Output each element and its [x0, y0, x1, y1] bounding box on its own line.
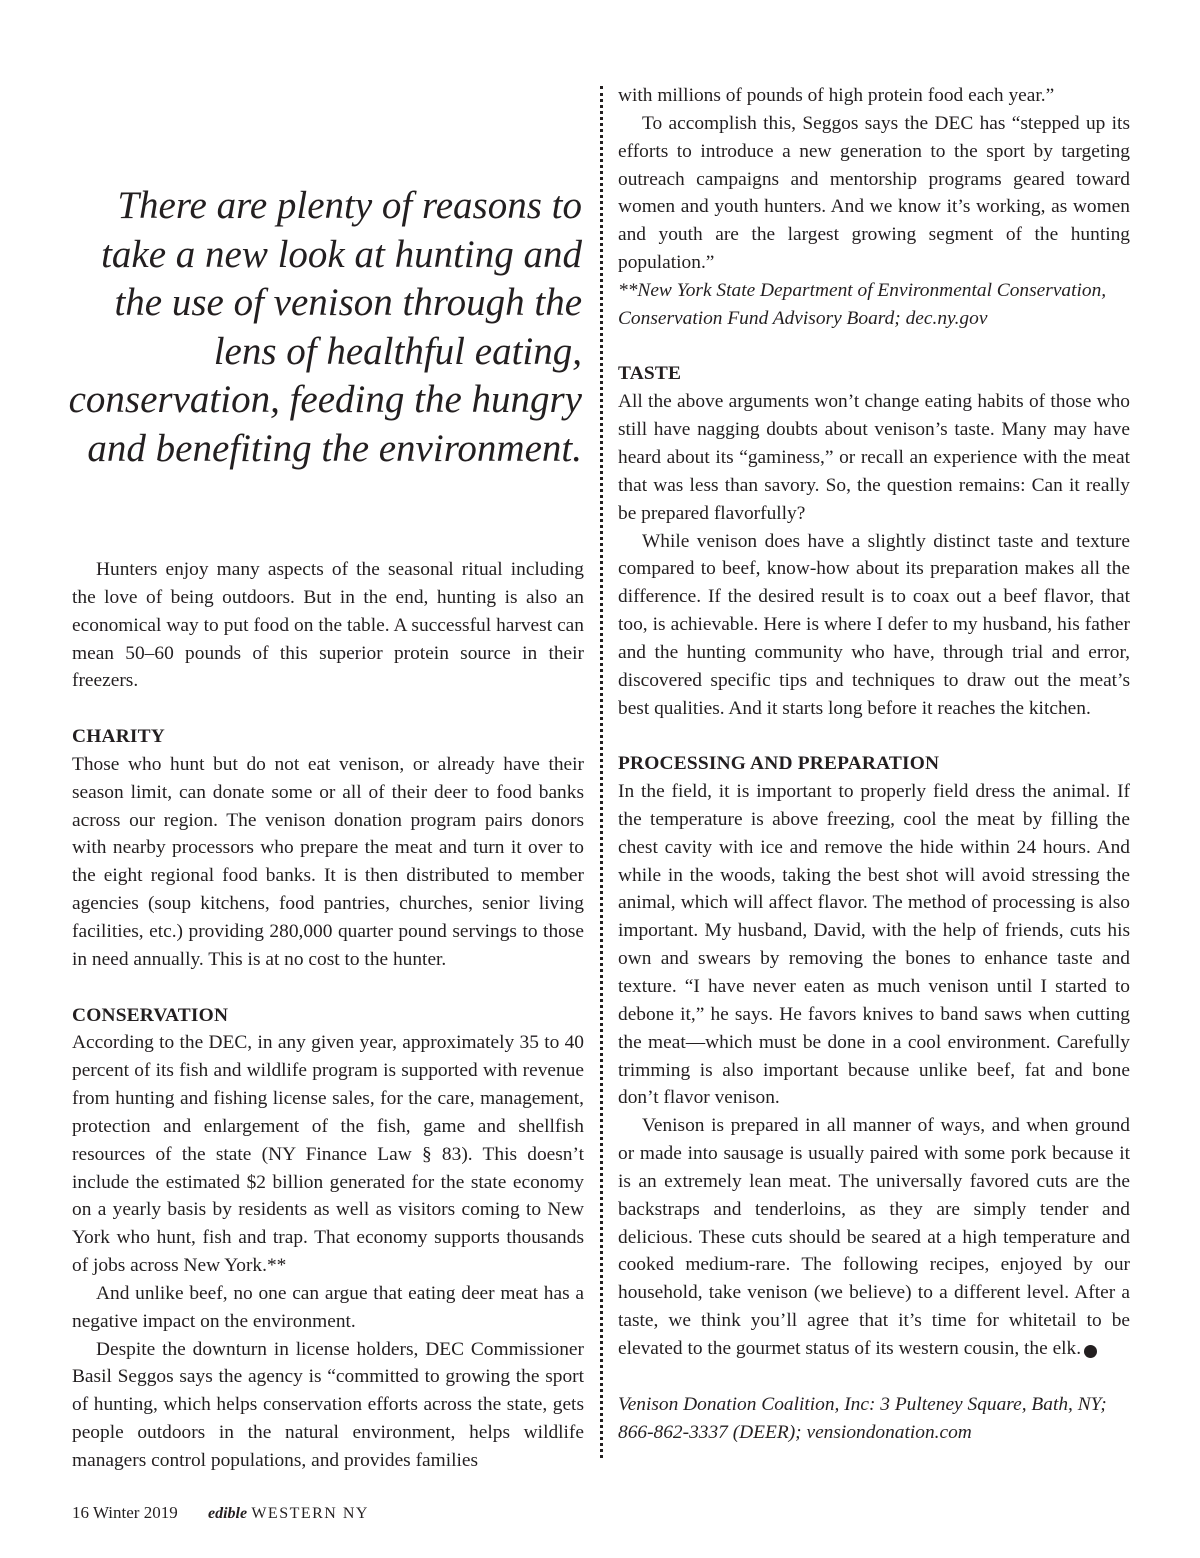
conservation-paragraph-2: And unlike beef, no one can argue that eating deer meat has a negative impact on the environment.	[72, 1282, 584, 1332]
page-footer	[72, 1503, 369, 1523]
conservation-paragraph-1: According to the DEC, in any given year, approximately 35 to 40 percent of its fish and wildlife program is supported with revenue from hunting and fishing license sales, for the care, management, protection and enlargement of the fish, game and shellfish resources of the state (NY Finance Law § 83). This doesn’t include the estimated $2 billion generated for the state economy on a yearly basis by residents as well as visitors coming to New York who hunt, fish and trap. That economy supports thousands of jobs across New York.**	[72, 1032, 584, 1277]
pull-quote: There are plenty of reasons to take a new look at hunting and the use of venison through the lens of healthful eating, conservation, feeding the hungry and benefiting the environment.	[68, 184, 582, 470]
conservation-heading: CONSERVATION	[72, 1004, 229, 1026]
intro-paragraph: Hunters enjoy many aspects of the seasonal ritual including the love of being outdoors. But in the end, hunting is also an economical way to put food on the table. A successful harvest can mean 50–60 pounds of this superior protein source in their freezers.	[72, 559, 584, 692]
accomplish-paragraph: To accomplish this, Seggos says the DEC has “stepped up its efforts to introduce a new generation to the sport by targeting outreach campaigns and mentorship programs geared toward women and youth hunters. And we know it’s working, as women and youth are the largest growing segment of the hunting population.”	[618, 112, 1130, 274]
folio: 16 Winter 2019	[72, 1503, 178, 1522]
processing-paragraph-2	[618, 1112, 1130, 1363]
processing-heading: PROCESSING AND PREPARATION	[618, 753, 940, 775]
charity-paragraph: Those who hunt but do not eat venison, or already have their season limit, can donate some or all of their deer to food banks across our region. The venison donation program pairs donors with nearby processors who prepare the meat and turn it over to the eight regional food banks. It is then distributed to member agencies (soup kitchens, food pantries, churches, senior living facilities, etc.) providing 280,000 quarter pound servings to those in need annually. This is at no cost to the hunter.	[72, 753, 584, 970]
brand-edible: edible	[207, 1505, 248, 1522]
charity-heading: CHARITY	[72, 726, 165, 748]
taste-heading: TASTE	[618, 363, 682, 385]
conservation-paragraph-3: Despite the downturn in license holders, DEC Commissioner Basil Seggos says the agency is “committed to growing the sport of hunting, which helps conservation efforts across the state, gets people outdoors in the natural environment, helps wildlife managers control populations, and provides families	[72, 1338, 584, 1471]
brand-name: WESTERN NY	[251, 1505, 369, 1522]
right-column	[618, 82, 1130, 1446]
left-column	[72, 556, 584, 1475]
processing-paragraph-2-text: Venison is prepared in all manner of ways, and when ground or made into sausage is usually paired with some pork because it is an extremely lean meat. The universally favored cuts are the backstraps and tenderloins, as they are simply tender and delicious. These cuts should be seared at a high temperature and cooked medium-rare. The following recipes, enjoyed by our household, take venison (we believe) to a different level. After a taste, we think you’ll agree that it’s time for whitetail to be elevated to the gourmet status of its western cousin, the elk.	[618, 1115, 1130, 1359]
column-divider	[600, 86, 603, 1458]
contact-info: Venison Donation Coalition, Inc: 3 Pulteney Square, Bath, NY; 866-862-3337 (DEER); vensiondonation.com	[618, 1393, 1107, 1443]
end-mark-icon: e	[1084, 1345, 1097, 1358]
source-note: **New York State Department of Environmental Conservation, Conservation Fund Advisory Board; dec.ny.gov	[618, 279, 1107, 329]
continued-paragraph: with millions of pounds of high protein food each year.”	[618, 85, 1055, 106]
taste-paragraph-1: All the above arguments won’t change eating habits of those who still have nagging doubts about venison’s taste. Many may have heard about its “gaminess,” or recall an experience with the meat that was less than savory. So, the question remains: Can it really be prepared flavorfully?	[618, 391, 1130, 524]
processing-paragraph-1: In the field, it is important to properly field dress the animal. If the temperature is above freezing, cool the meat by filling the chest cavity with ice and remove the hide within 24 hours. And while in the woods, taking the best shot will avoid stressing the animal, which will affect flavor. The method of processing is also important. My husband, David, with the help of friends, cuts his own and swears by removing the bones to enhance taste and texture. “I have never eaten as much venison until I started to debone it,” he says. He favors knives to band saws when cutting the meat—which must be done in a cool environment. Carefully trimming is also important because unlike beef, fat and bone don’t flavor venison.	[618, 781, 1130, 1109]
taste-paragraph-2: While venison does have a slightly distinct taste and texture compared to beef, know-how about its preparation makes all the difference. If the desired result is to coax out a beef flavor, that too, is achievable. Here is where I defer to my husband, his father and the hunting community who have, through trial and error, discovered specific tips and techniques to draw out the meat’s best qualities. And it starts long before it reaches the kitchen.	[618, 530, 1130, 719]
